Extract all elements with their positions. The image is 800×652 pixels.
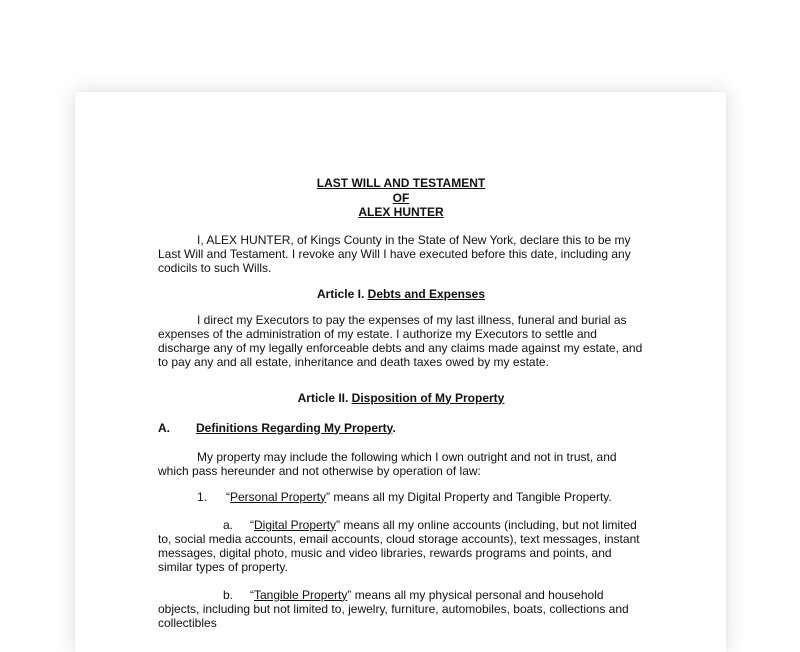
list-item-b-open-quote: “ [250, 587, 254, 602]
intro-paragraph: I, ALEX HUNTER, of Kings County in the State of New York, declare this to be my Last Will and Testament. I revoke any Will I have executed before this date, including any codicils to such Wills. [158, 232, 631, 275]
article-1-heading [158, 287, 644, 301]
section-a-heading [158, 421, 644, 435]
list-item-1-term: Personal Property [230, 489, 327, 504]
title-line-2: OF [392, 190, 410, 205]
article-2-title: Disposition of My Property [351, 390, 505, 405]
list-item-a-term: Digital Property [254, 517, 337, 532]
list-item-a-letter: a. [223, 517, 234, 532]
list-item-1 [158, 490, 644, 504]
section-a-period: . [392, 420, 396, 435]
article-2-heading [158, 391, 644, 405]
article-2-label: Article II. [297, 390, 349, 405]
list-item-b-letter: b. [223, 587, 234, 602]
article-1-title: Debts and Expenses [367, 286, 486, 301]
list-item-a [158, 518, 644, 574]
list-item-b [158, 588, 644, 630]
list-item-1-open-quote: “ [226, 489, 230, 504]
article-1-label: Article I. [316, 286, 365, 301]
list-item-1-number: 1. [197, 489, 208, 504]
document-page [75, 92, 726, 652]
list-item-a-open-quote: “ [250, 517, 254, 532]
document-content [158, 176, 644, 642]
section-a-title: Definitions Regarding My Property [196, 420, 393, 435]
list-item-1-rest: ” means all my Digital Property and Tangible Property. [326, 489, 612, 504]
title-line-3: ALEX HUNTER [358, 205, 444, 219]
section-a-body: My property may include the following which I own outright and not in trust, and which pass hereunder and not otherwise by operation of law: [158, 449, 617, 478]
list-item-a-rest: ” means all my online accounts (including, but not limited to, social media accounts, email accounts, cloud storage accounts), text messages, instant messages, digital photo, music and video libraries, rewards programs and points, and similar types of property. [158, 517, 640, 574]
title-line-1: LAST WILL AND TESTAMENT [316, 176, 486, 190]
article-1-body: I direct my Executors to pay the expenses of my last illness, funeral and burial as expenses of the administration of my estate. I authorize my Executors to settle and discharge any of my legally enforceable debts and any claims made against my estate, and to pay any and all estate, inheritance and death taxes owed by my estate. [158, 312, 643, 369]
list-item-b-rest: ” means all my physical personal and household objects, including but not limited to, jewelry, furniture, automobiles, boats, collections and collectibles [158, 587, 629, 630]
section-a-letter: A. [158, 420, 170, 435]
list-item-b-term: Tangible Property [254, 587, 348, 602]
